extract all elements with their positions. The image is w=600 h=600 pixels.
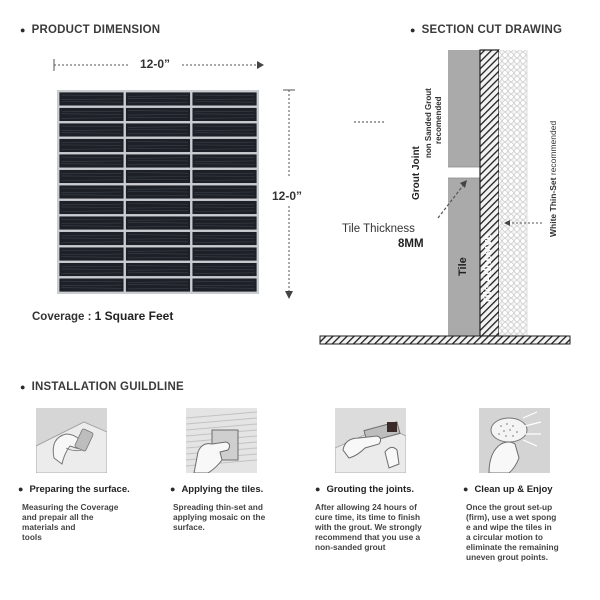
upper-tile-section [448,50,480,167]
step-4-desc-line: e and wipe the tiles in [466,522,552,532]
coverage-label: Coverage : [32,311,92,323]
thinset-label-main: White Thin-Set [548,177,558,237]
step-3-desc-line: After allowing 24 hours of [315,502,417,512]
step-2-desc-line: applying mosaic on the [173,512,266,522]
step-1-title: Preparing the surface. [29,484,130,495]
bullet-icon: ● [20,382,26,392]
product-dimension-heading [20,24,160,36]
step-3-description [315,502,450,552]
installation-title: INSTALLATION GUILDLINE [31,381,184,393]
grout-note [424,88,444,158]
step-1-desc-line: materials and [22,522,76,532]
trowel-icon [186,408,257,473]
step-3-desc-line: recommend that you use a [315,532,421,542]
grout-joint-label: Grout Joint [411,146,422,200]
step-4-description [466,502,596,562]
tile-thickness-value: 8MM [398,238,424,250]
bullet-icon: ● [410,25,416,35]
step-3-desc-line: cure time, its time to finish [315,512,421,522]
coverage-value: 1 Square Feet [94,309,174,323]
sponge-icon [479,408,550,473]
coverage-text [32,309,173,323]
step-1-desc-line: and prepair all the [22,512,94,522]
installation-heading [20,381,184,393]
adhesive-label: Tile Adhesive [482,233,494,304]
step-2-title-row [170,484,263,495]
thinset-layer [499,50,527,336]
grout-note-line2: recomended [434,96,443,144]
bullet-icon: ● [170,484,176,494]
surface-prep-icon [36,408,107,473]
step-4-desc-line: a circular motion to [466,532,543,542]
grout-float-icon [335,408,406,473]
product-dimension-title: PRODUCT DIMENSION [31,24,161,36]
bullet-icon: ● [463,484,469,494]
step-3-title-row [315,484,414,495]
step-3-desc-line: non-sanded grout [315,542,386,552]
step-3-title: Grouting the joints. [326,484,415,495]
step-1-description [22,502,152,542]
step-3-illustration [335,408,406,473]
step-1-title-row [18,484,130,495]
bullet-icon: ● [20,25,26,35]
step-2-desc-line: Spreading thin-set and [173,502,263,512]
mosaic-tile-sheet [57,90,259,294]
height-label: 12-0” [272,189,303,203]
step-4-desc-line: (firm), use a wet spong [466,512,557,522]
tile-label: Tile [457,257,469,276]
step-4-title: Clean up & Enjoy [474,484,553,495]
step-4-desc-line: eliminate the remaining [466,542,559,552]
section-cut-title: SECTION CUT DRAWING [421,24,563,36]
step-4-illustration [479,408,550,473]
step-4-desc-line: Once the grout set-up [466,502,553,512]
step-4-desc-line: uneven grout points. [466,552,549,562]
step-1-illustration [36,408,107,473]
thinset-label [548,121,558,237]
step-4-title-row [463,484,553,495]
step-2-illustration [186,408,257,473]
tile-thickness-label: Tile Thickness [342,223,415,235]
step-2-title: Applying the tiles. [181,484,264,495]
bullet-icon: ● [18,484,24,494]
width-label: 12-0” [140,57,171,71]
bullet-icon: ● [315,484,321,494]
thinset-label-suffix: recommended [548,120,558,178]
section-cut-heading [410,24,562,36]
step-1-desc-line: Measuring the Coverage [22,502,119,512]
grout-note-line1: non Sanded Grout [424,88,433,158]
step-2-description [173,502,303,532]
step-2-desc-line: surface. [173,522,205,532]
step-3-desc-line: with the grout. We strongly [315,522,422,532]
step-1-desc-line: tools [22,532,42,542]
ground-base [320,336,570,344]
section-cut-drawing [310,40,580,350]
